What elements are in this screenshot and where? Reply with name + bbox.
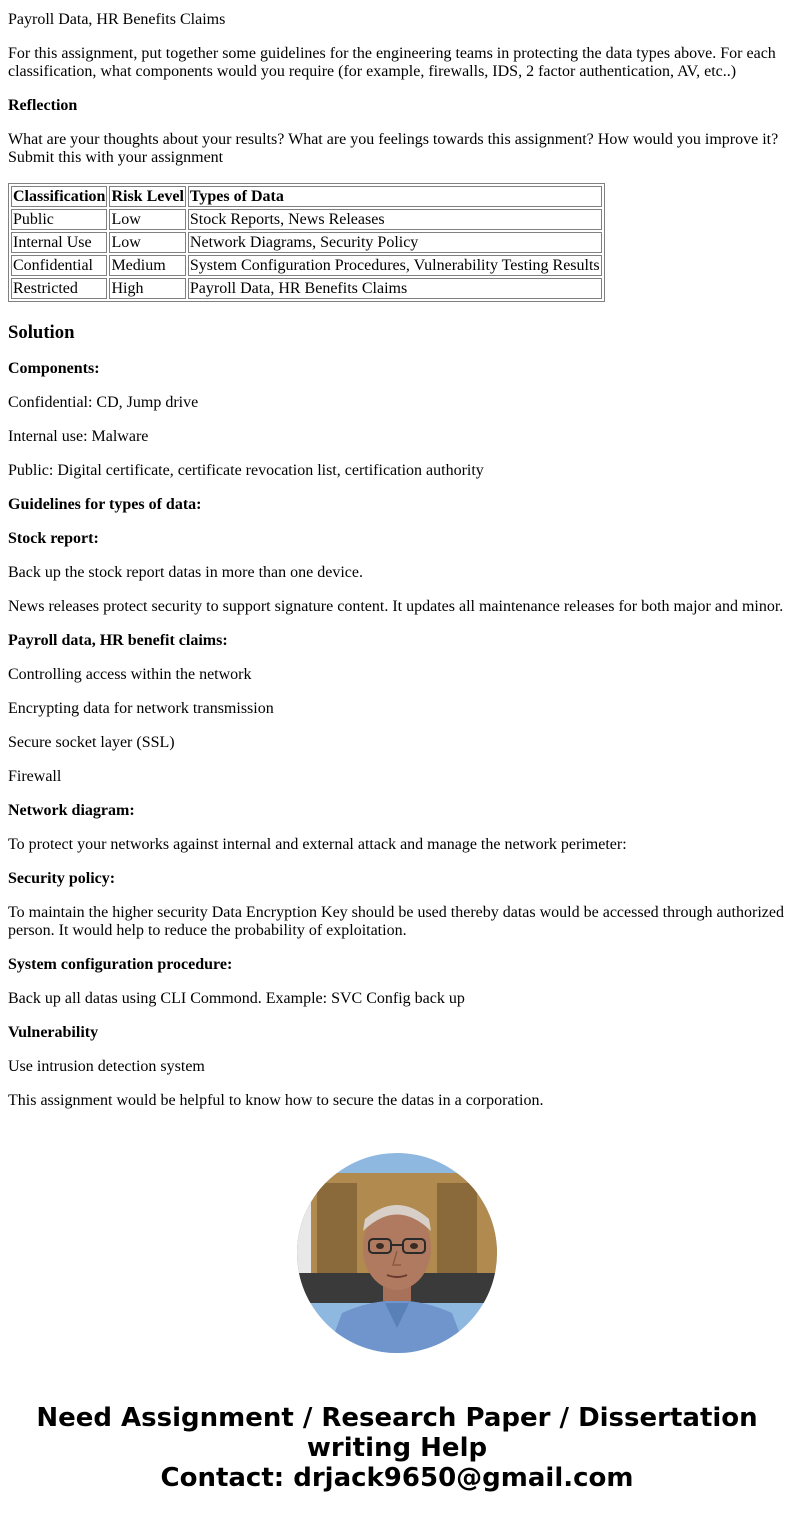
footer-contact: Contact: drjack9650@gmail.com: [160, 1463, 634, 1493]
table-row: [11, 255, 602, 276]
table-cell: Network Diagrams, Security Policy: [188, 232, 602, 253]
closing-text: This assignment would be helpful to know how to secure the datas in a corporation.: [8, 1092, 544, 1109]
footer-line: Need Assignment / Research Paper / Dissertation: [36, 1403, 758, 1433]
table-cell: High: [109, 278, 185, 299]
payroll-item: Firewall: [8, 768, 62, 785]
footer-banner: [0, 1403, 794, 1493]
table-cell: System Configuration Procedures, Vulnerability Testing Results: [189, 257, 600, 274]
footer-line: writing Help: [306, 1433, 488, 1463]
component-item: Internal use: Malware: [8, 428, 149, 445]
vulnerability-text: Use intrusion detection system: [8, 1058, 205, 1075]
security-policy-title: Security policy:: [8, 870, 116, 887]
table-row: [11, 232, 602, 253]
system-config-text: Back up all datas using CLI Commond. Example: SVC Config back up: [8, 990, 465, 1007]
table-row: [11, 278, 602, 299]
classification-table: [8, 183, 605, 302]
author-photo: [297, 1153, 497, 1353]
security-policy-text: To maintain the higher security Data Encryption Key should be used thereby datas would be accessed through authorized person. It would help to reduce the probability of exploitation.: [8, 904, 784, 939]
network-diagram-text: To protect your networks against internal and external attack and manage the network perimeter:: [8, 836, 627, 853]
stock-report-item: Back up the stock report datas in more than one device.: [8, 564, 363, 581]
table-header-row: [11, 186, 602, 207]
assignment-instructions: For this assignment, put together some guidelines for the engineering teams in protecting the data types above. For each classification, what components would you require (for example, firewalls, IDS, 2 factor authentication, AV, etc..): [8, 45, 776, 80]
table-row: [11, 209, 602, 230]
table-header-cell: Risk Level: [111, 188, 184, 205]
table-header-cell: Types of Data: [188, 186, 602, 207]
table-cell: Confidential: [11, 255, 107, 276]
reflection-title: Reflection: [8, 97, 78, 114]
author-avatar: [297, 1153, 497, 1353]
payroll-item: Encrypting data for network transmission: [8, 700, 274, 717]
component-item: Confidential: CD, Jump drive: [8, 394, 199, 411]
solution-title: Solution: [8, 322, 75, 343]
table-cell: Restricted: [11, 278, 107, 299]
reflection-text: What are your thoughts about your results? What are you feelings towards this assignment? How would you improve it? Submit this with your assignment: [8, 131, 779, 166]
table-cell: Medium: [109, 255, 185, 276]
table-cell: Low: [109, 209, 185, 230]
vulnerability-title: Vulnerability: [8, 1024, 99, 1041]
table-cell: Public: [11, 209, 107, 230]
payroll-item: Controlling access within the network: [8, 666, 252, 683]
component-item: Public: Digital certificate, certificate revocation list, certification authority: [8, 462, 484, 479]
network-diagram-title: Network diagram:: [8, 802, 135, 819]
guidelines-title: Guidelines for types of data:: [8, 496, 202, 513]
table-cell: Stock Reports, News Releases: [188, 209, 602, 230]
stock-report-title: Stock report:: [8, 530, 99, 547]
payroll-item: Secure socket layer (SSL): [8, 734, 175, 751]
table-cell: Payroll Data, HR Benefits Claims: [188, 278, 602, 299]
stock-report-item: News releases protect security to support signature content. It updates all maintenance releases for both major and minor.: [8, 598, 784, 615]
table-cell: Internal Use: [11, 232, 107, 253]
table-cell: Low: [109, 232, 185, 253]
system-config-title: System configuration procedure:: [8, 956, 233, 973]
table-header-cell: Classification: [13, 188, 106, 205]
intro-heading-line: Payroll Data, HR Benefits Claims: [8, 11, 226, 28]
components-title: Components:: [8, 360, 100, 377]
payroll-title: Payroll data, HR benefit claims:: [8, 632, 228, 649]
